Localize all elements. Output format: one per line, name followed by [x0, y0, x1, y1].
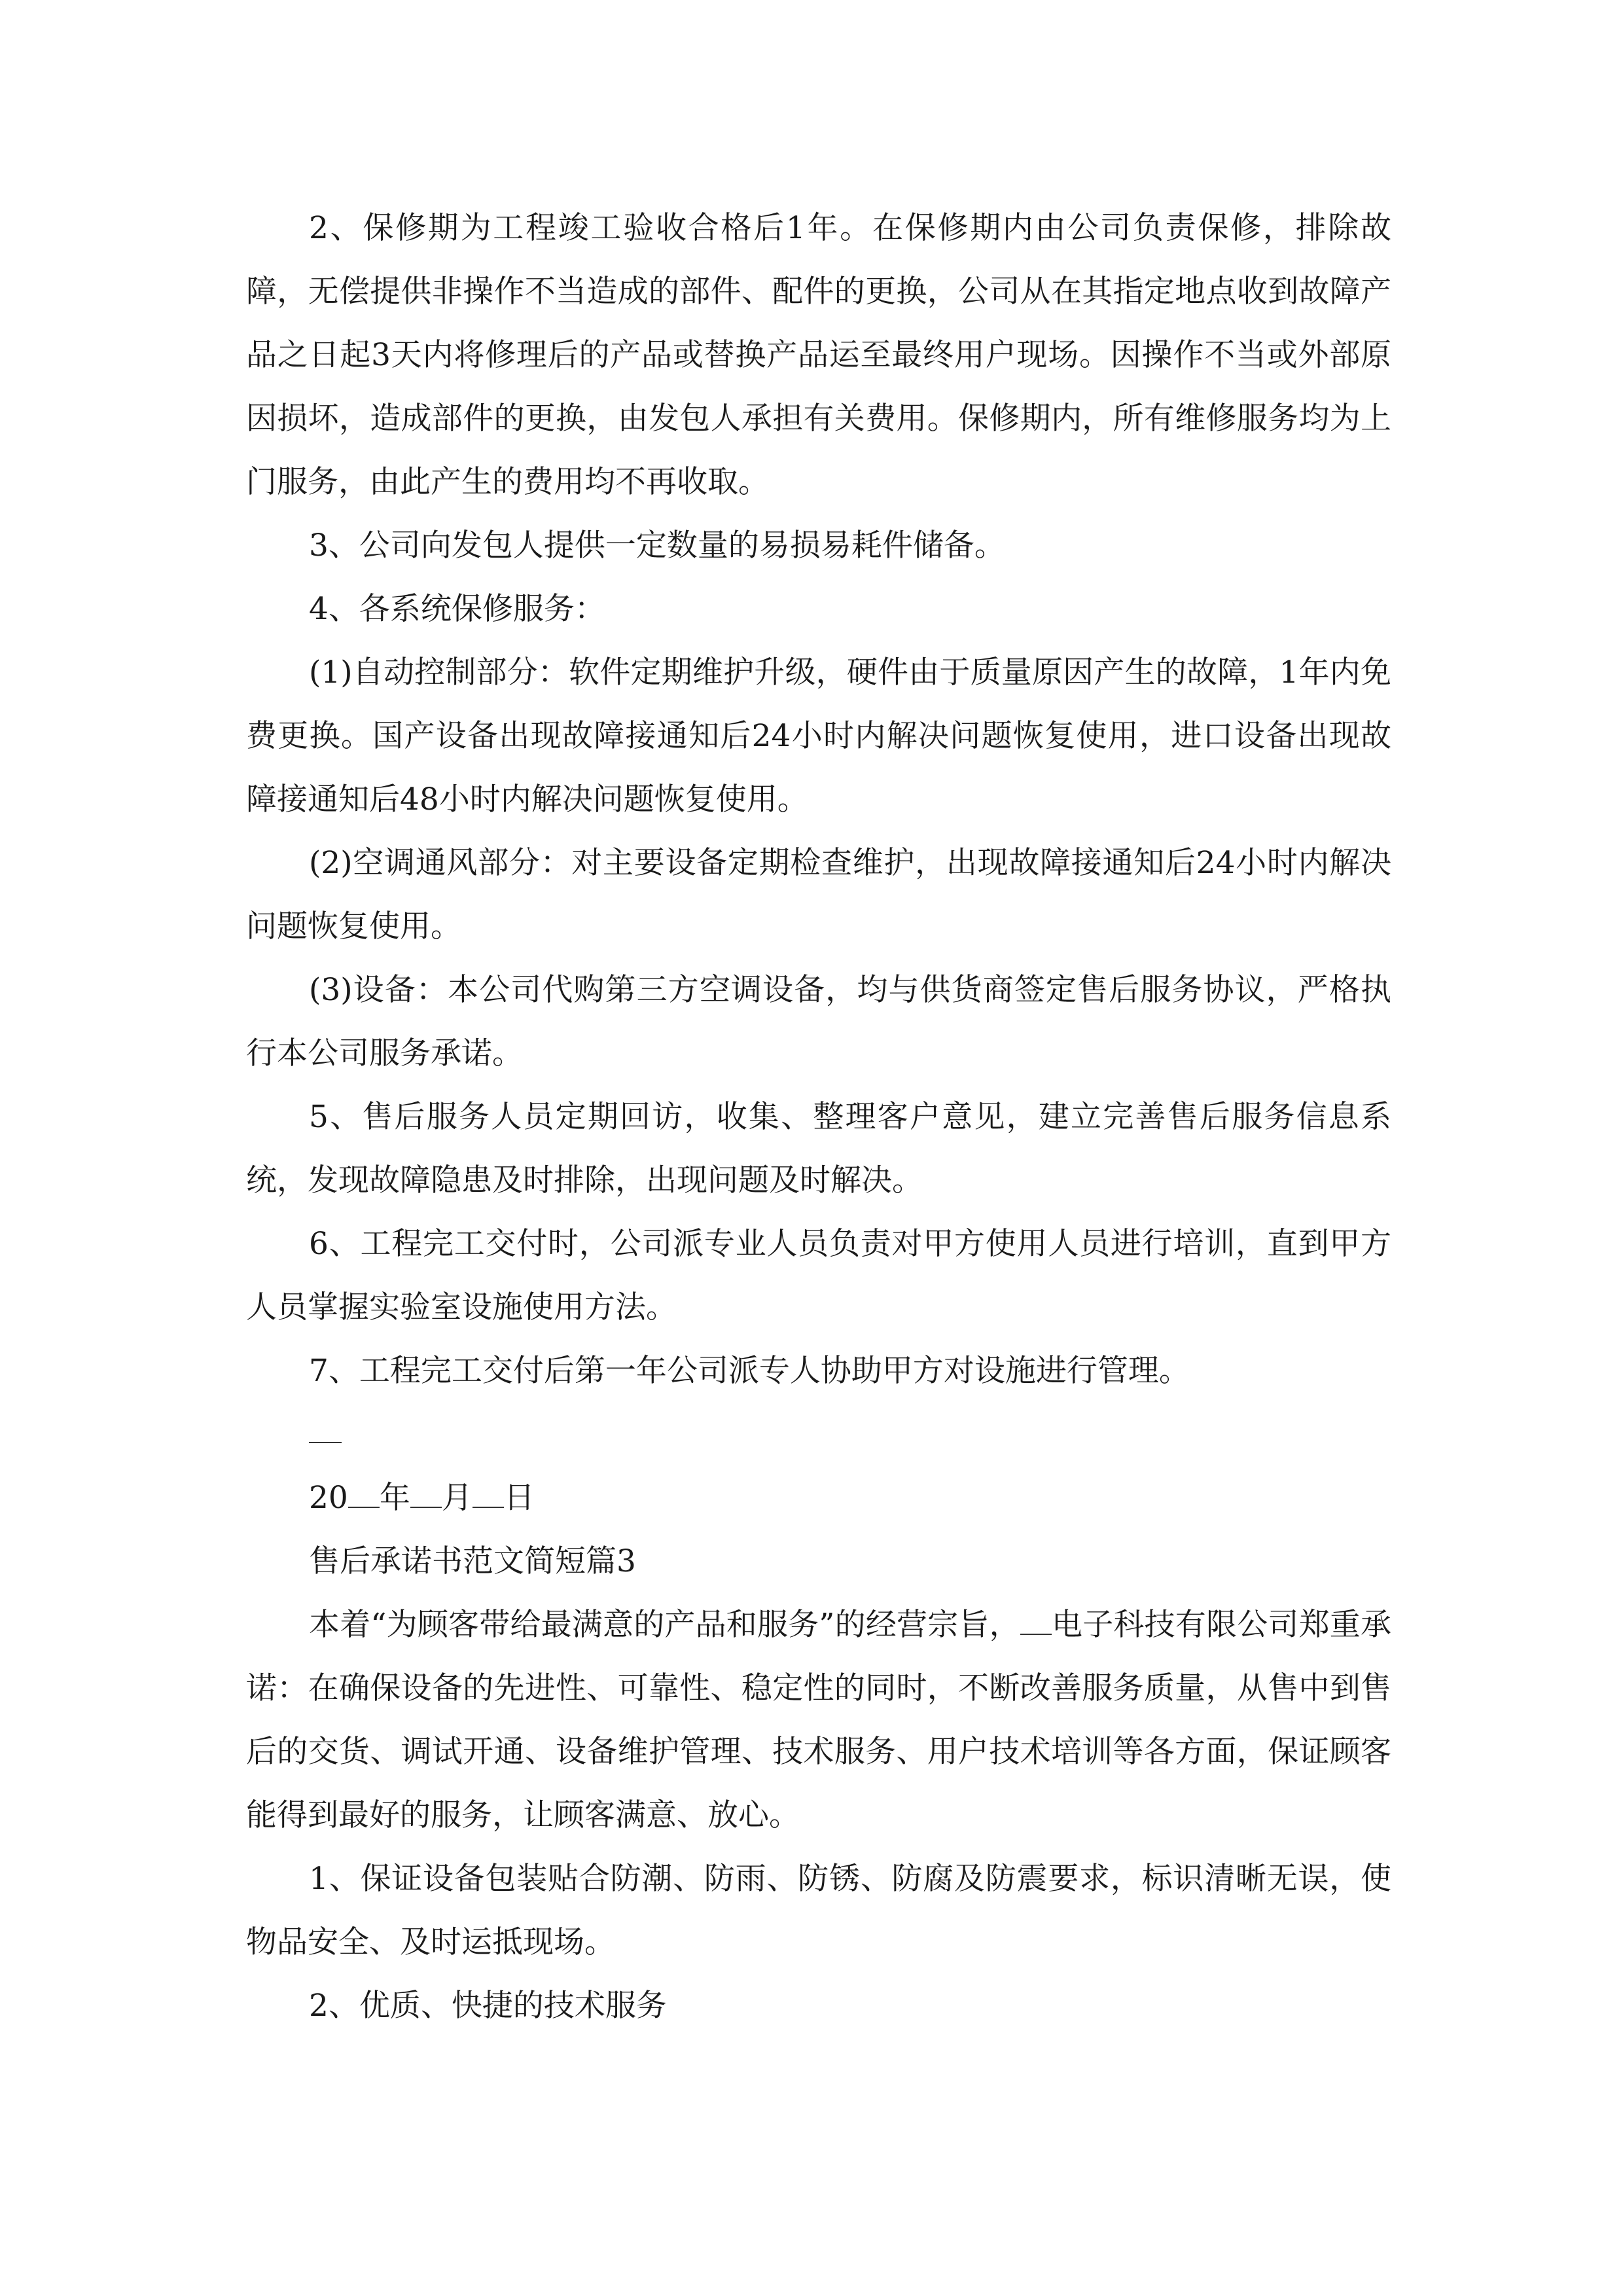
date-line: [246, 1466, 1391, 1530]
date-month-blank: [410, 1480, 442, 1508]
date-day-label: 日: [503, 1480, 535, 1516]
paragraph-equipment: (3)设备：本公司代购第三方空调设备，均与供货商签定售后服务协议，严格执行本公司服务承诺。: [246, 972, 1391, 1071]
paragraph-packaging: 1、保证设备包装贴合防潮、防雨、防锈、防腐及防震要求，标识清晰无误，使物品安全、及时运抵现场。: [246, 1861, 1391, 1960]
paragraph-intro: [246, 1593, 1391, 1847]
date-day-blank: [473, 1480, 504, 1508]
document-body: [246, 196, 1391, 2037]
intro-after-blank: 电子科技有限公司郑重承诺：在确保设备的先进性、可靠性、稳定性的同时，不断改善服务质量，从售中到售后的交货、调试开通、设备维护管理、技术服务、用户技术培训等各方面，保证顾客能得到最好的服务，让顾客满意、放心。: [246, 1607, 1391, 1833]
date-year-label: 年: [379, 1480, 410, 1516]
date-year-prefix: 20: [309, 1480, 348, 1516]
paragraph-warranty-period: 2、保修期为工程竣工验收合格后1年。在保修期内由公司负责保修，排除故障，无偿提供非操作不当造成的部件、配件的更换，公司从在其指定地点收到故障产品之日起3天内将修理后的产品或替换产品运至最终用户现场。因操作不当或外部原因损坏，造成部件的更换，由发包人承担有关费用。保修期内，所有维修服务均为上门服务，由此产生的费用均不再收取。: [246, 210, 1391, 500]
paragraph-auto-control: (1)自动控制部分：软件定期维护升级，硬件由于质量原因产生的故障，1年内免费更换。国产设备出现故障接通知后24小时内解决问题恢复使用，进口设备出现故障接通知后48小时内解决问题恢复使用。: [246, 655, 1391, 817]
company-name-blank: [1020, 1607, 1052, 1635]
paragraph-management: 7、工程完工交付后第一年公司派专人协助甲方对设施进行管理。: [309, 1353, 1190, 1389]
paragraph-training: 6、工程完工交付时，公司派专业人员负责对甲方使用人员进行培训，直到甲方人员掌握实验室设施使用方法。: [246, 1226, 1391, 1325]
date-month-label: 月: [441, 1480, 473, 1516]
paragraph-hvac: (2)空调通风部分：对主要设备定期检查维护，出现故障接通知后24小时内解决问题恢复使用。: [246, 845, 1391, 944]
paragraph-tech-service: 2、优质、快捷的技术服务: [309, 1988, 667, 2024]
paragraph-system-warranty: 4、各系统保修服务：: [309, 591, 605, 627]
intro-before-blank: 本着“为顾客带给最满意的产品和服务”的经营宗旨，: [309, 1607, 1020, 1643]
paragraph-spare-parts: 3、公司向发包人提供一定数量的易损易耗件储备。: [309, 528, 1005, 564]
signature-blank-line: [246, 1403, 1391, 1466]
section-title: 售后承诺书范文简短篇3: [309, 1543, 636, 1579]
paragraph-followup: 5、售后服务人员定期回访，收集、整理客户意见，建立完善售后服务信息系统，发现故障隐患及时排除，出现问题及时解决。: [246, 1099, 1391, 1198]
date-year-blank: [348, 1480, 380, 1508]
